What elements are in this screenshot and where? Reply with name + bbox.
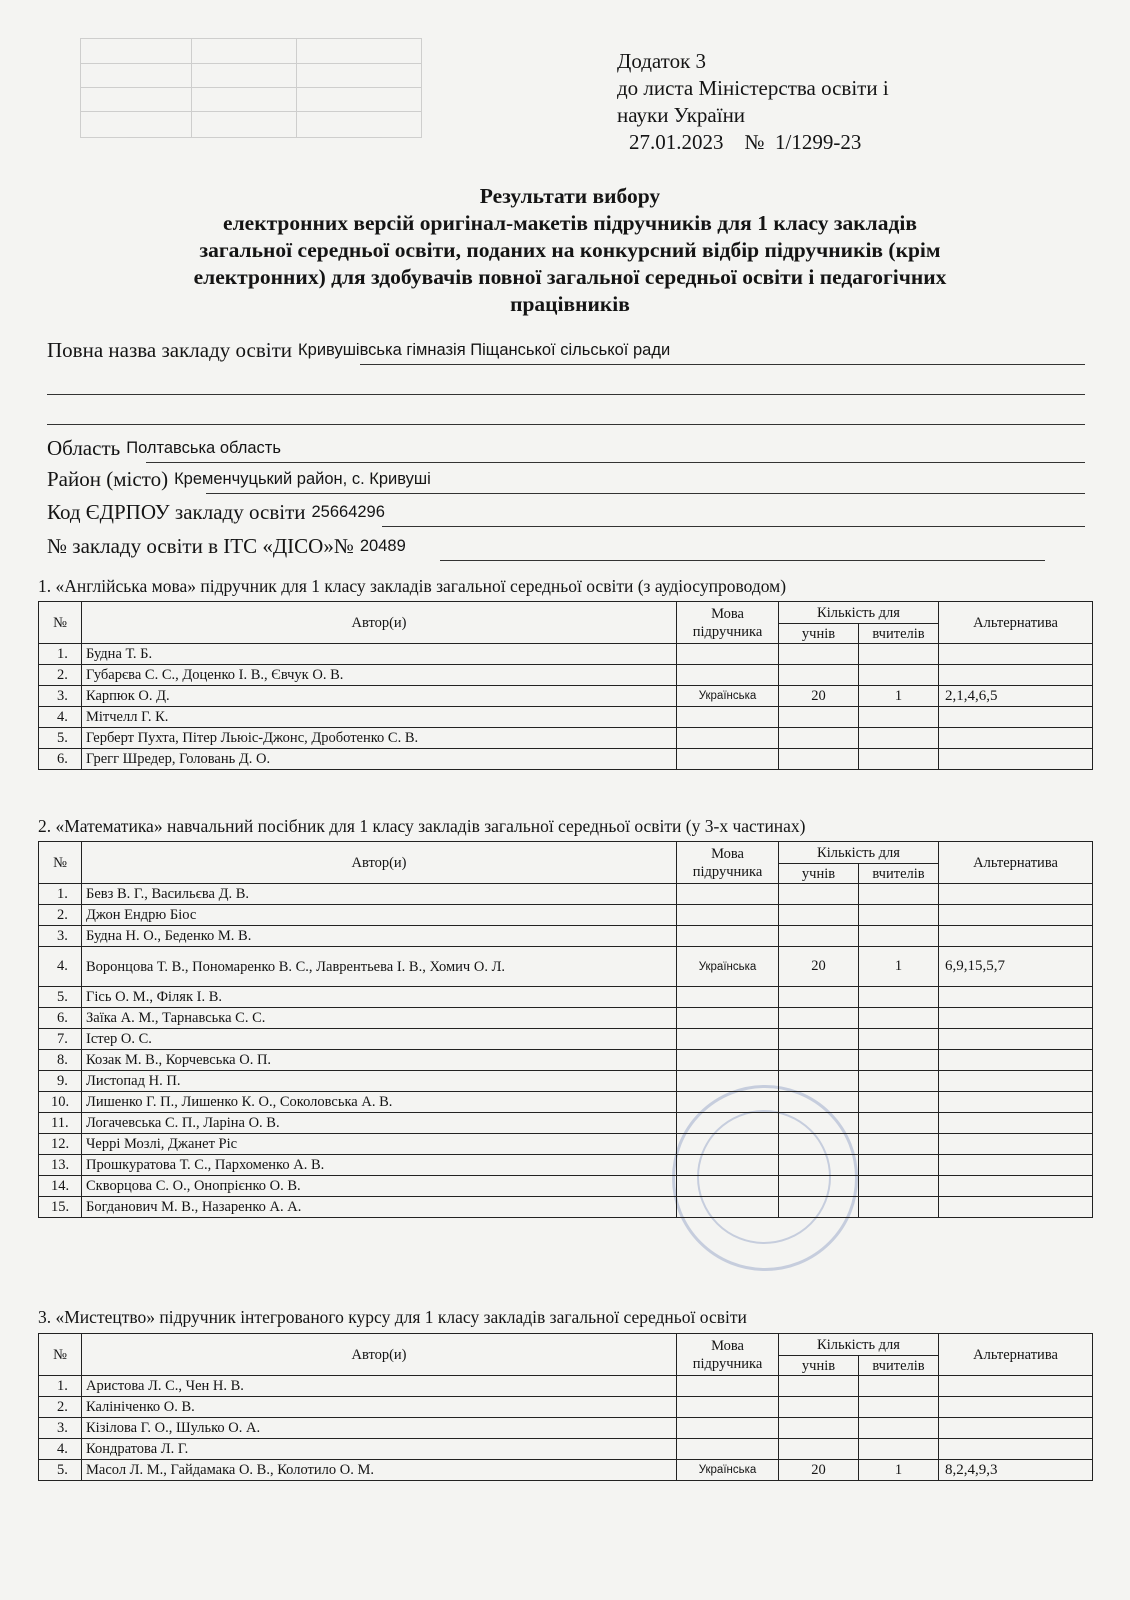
row-lang: Українська xyxy=(677,1460,779,1481)
underline-full-name-3 xyxy=(47,424,1085,425)
underline-region xyxy=(146,462,1085,463)
table-section-3 xyxy=(38,1333,1093,1481)
addendum-line-2: до листа Міністерства освіти і xyxy=(617,76,889,100)
row-teachers: 1 xyxy=(859,1460,939,1481)
row-author: Істер О. С. xyxy=(82,1029,677,1050)
header-lang xyxy=(677,1334,779,1376)
row-lang: Українська xyxy=(677,947,779,987)
row-author: Масол Л. М., Гайдамака О. В., Колотило О. М. xyxy=(82,1460,677,1481)
header-num: № xyxy=(39,602,82,644)
row-teachers: 1 xyxy=(859,947,939,987)
row-author: Лишенко Г. П., Лишенко К. О., Соколовська А. В. xyxy=(82,1092,677,1113)
underline-full-name xyxy=(360,364,1085,365)
table-row xyxy=(39,1197,1093,1218)
underline-edrpou xyxy=(382,526,1085,527)
row-num: 15. xyxy=(39,1197,82,1218)
field-region-label: Область xyxy=(47,436,121,460)
row-num: 6. xyxy=(39,749,82,770)
table-row xyxy=(39,1460,1093,1481)
table-row xyxy=(39,884,1093,905)
table-row xyxy=(39,1418,1093,1439)
row-teachers: 1 xyxy=(859,686,939,707)
row-num: 13. xyxy=(39,1155,82,1176)
header-lang-l1: Мова xyxy=(711,1337,744,1354)
field-its-value: 20489 xyxy=(359,537,406,555)
ghost-table-bleed xyxy=(80,38,422,138)
row-students: 20 xyxy=(779,947,859,987)
addendum-block xyxy=(617,48,889,156)
row-num: 1. xyxy=(39,644,82,665)
row-author: Калініченко О. В. xyxy=(82,1397,677,1418)
title-line-3: загальної середньої освіти, поданих на конкурсний відбір підручників (крім xyxy=(199,238,941,262)
header-num: № xyxy=(39,842,82,884)
table-row xyxy=(39,947,1093,987)
row-author: Кондратова Л. Г. xyxy=(82,1439,677,1460)
table-row xyxy=(39,1008,1093,1029)
title-line-4: електронних) для здобувачів повної загальної середньої освіти і педагогічних xyxy=(193,265,947,289)
row-author: Будна Н. О., Беденко М. В. xyxy=(82,926,677,947)
row-author: Листопад Н. П. xyxy=(82,1071,677,1092)
row-author: Аристова Л. С., Чен Н. В. xyxy=(82,1376,677,1397)
table-row xyxy=(39,1155,1093,1176)
row-num: 4. xyxy=(39,707,82,728)
field-district-label: Район (місто) xyxy=(47,467,169,491)
table-row xyxy=(39,1029,1093,1050)
row-author: Будна Т. Б. xyxy=(82,644,677,665)
row-num: 2. xyxy=(39,905,82,926)
field-full-name xyxy=(47,338,670,363)
row-author: Заїка А. М., Тарнавська С. С. xyxy=(82,1008,677,1029)
row-num: 9. xyxy=(39,1071,82,1092)
table-row xyxy=(39,1092,1093,1113)
row-author: Бевз В. Г., Васильєва Д. В. xyxy=(82,884,677,905)
header-qty: Кількість для xyxy=(779,842,939,864)
table-row xyxy=(39,987,1093,1008)
row-author: Кізілова Г. О., Шулько О. А. xyxy=(82,1418,677,1439)
field-region-value: Полтавська область xyxy=(126,439,281,457)
table-row xyxy=(39,926,1093,947)
row-lang: Українська xyxy=(677,686,779,707)
table-row xyxy=(39,1376,1093,1397)
field-full-name-value: Кривушівська гімназія Піщанської сільської ради xyxy=(298,341,671,359)
table-row xyxy=(39,749,1093,770)
row-num: 5. xyxy=(39,1460,82,1481)
row-num: 5. xyxy=(39,728,82,749)
underline-district xyxy=(206,493,1085,494)
addendum-line-1: Додаток 3 xyxy=(617,49,707,73)
row-author: Грегг Шредер, Головань Д. О. xyxy=(82,749,677,770)
header-lang xyxy=(677,602,779,644)
row-author: Джон Ендрю Біос xyxy=(82,905,677,926)
table-row xyxy=(39,1113,1093,1134)
row-alternative: 6,9,15,5,7 xyxy=(939,947,1093,987)
row-author: Воронцова Т. В., Пономаренко В. С., Лаврентьева І. В., Хомич О. Л. xyxy=(82,947,677,987)
row-num: 2. xyxy=(39,665,82,686)
row-num: 1. xyxy=(39,884,82,905)
header-alt: Альтернатива xyxy=(939,842,1093,884)
row-alternative: 2,1,4,6,5 xyxy=(939,686,1093,707)
row-author: Карпюк О. Д. xyxy=(82,686,677,707)
row-alternative: 8,2,4,9,3 xyxy=(939,1460,1093,1481)
row-num: 4. xyxy=(39,1439,82,1460)
row-author: Логачевська С. П., Ларіна О. В. xyxy=(82,1113,677,1134)
table-row xyxy=(39,707,1093,728)
underline-its xyxy=(440,560,1045,561)
row-num: 3. xyxy=(39,1418,82,1439)
row-num: 11. xyxy=(39,1113,82,1134)
table-row xyxy=(39,665,1093,686)
row-num: 14. xyxy=(39,1176,82,1197)
table-row xyxy=(39,644,1093,665)
row-num: 8. xyxy=(39,1050,82,1071)
row-author: Черрі Мозлі, Джанет Ріс xyxy=(82,1134,677,1155)
row-num: 3. xyxy=(39,926,82,947)
field-its-label: № закладу освіти в ІТС «ДІСО»№ xyxy=(47,534,354,558)
header-teachers: вчителів xyxy=(859,864,939,884)
table-row xyxy=(39,1176,1093,1197)
header-alt: Альтернатива xyxy=(939,602,1093,644)
field-district-value: Кременчуцький район, с. Кривуші xyxy=(174,470,431,488)
row-num: 5. xyxy=(39,987,82,1008)
section-2-title: 2. «Математика» навчальний посібник для 1 класу закладів загальної середньої освіти (у 3-х частинах) xyxy=(38,816,806,836)
addendum-date-number: 27.01.2023 № 1/1299-23 xyxy=(629,130,862,154)
row-num: 6. xyxy=(39,1008,82,1029)
header-num: № xyxy=(39,1334,82,1376)
header-qty: Кількість для xyxy=(779,602,939,624)
row-author: Козак М. В., Корчевська О. П. xyxy=(82,1050,677,1071)
document-title xyxy=(40,183,1100,318)
section-3-title: 3. «Мистецтво» підручник інтегрованого курсу для 1 класу закладів загальної середньої освіти xyxy=(38,1307,747,1327)
title-line-1: Результати вибору xyxy=(479,184,661,208)
section-1-title: 1. «Англійська мова» підручник для 1 класу закладів загальної середньої освіти (з аудіосупроводом) xyxy=(38,576,787,596)
row-num: 1. xyxy=(39,1376,82,1397)
header-students: учнів xyxy=(779,624,859,644)
header-teachers: вчителів xyxy=(859,1356,939,1376)
header-alt: Альтернатива xyxy=(939,1334,1093,1376)
field-edrpou xyxy=(47,500,385,525)
table-section-2 xyxy=(38,841,1093,1218)
addendum-line-3: науки України xyxy=(617,103,746,127)
table-row xyxy=(39,1397,1093,1418)
field-full-name-label: Повна назва закладу освіти xyxy=(47,338,293,362)
row-author: Мітчелл Г. К. xyxy=(82,707,677,728)
title-line-5: працівників xyxy=(510,292,630,316)
table-row xyxy=(39,1050,1093,1071)
header-students: учнів xyxy=(779,864,859,884)
row-num: 2. xyxy=(39,1397,82,1418)
header-lang-l2: підручника xyxy=(692,863,763,880)
field-edrpou-value: 25664296 xyxy=(311,503,385,521)
table-row xyxy=(39,728,1093,749)
table-row xyxy=(39,1439,1093,1460)
row-num: 3. xyxy=(39,686,82,707)
header-lang-l1: Мова xyxy=(711,605,744,622)
field-edrpou-label: Код ЄДРПОУ закладу освіти xyxy=(47,500,306,524)
table-row xyxy=(39,905,1093,926)
row-author: Прошкуратова Т. С., Пархоменко А. В. xyxy=(82,1155,677,1176)
row-author: Скворцова С. О., Онопрієнко О. В. xyxy=(82,1176,677,1197)
row-num: 7. xyxy=(39,1029,82,1050)
table-row xyxy=(39,686,1093,707)
underline-full-name-2 xyxy=(47,394,1085,395)
header-lang-l2: підручника xyxy=(692,1355,763,1372)
table-row xyxy=(39,1071,1093,1092)
header-author: Автор(и) xyxy=(82,842,677,884)
row-author: Губарєва С. С., Доценко І. В., Євчук О. В. xyxy=(82,665,677,686)
table-row xyxy=(39,1134,1093,1155)
header-teachers: вчителів xyxy=(859,624,939,644)
row-author: Герберт Пухта, Пітер Льюіс-Джонс, Дроботенко С. В. xyxy=(82,728,677,749)
header-lang-l1: Мова xyxy=(711,845,744,862)
row-students: 20 xyxy=(779,1460,859,1481)
title-line-2: електронних версій оригінал-макетів підручників для 1 класу закладів xyxy=(223,211,917,235)
header-qty: Кількість для xyxy=(779,1334,939,1356)
header-lang-l2: підручника xyxy=(692,623,763,640)
row-author: Богданович М. В., Назаренко А. А. xyxy=(82,1197,677,1218)
field-its xyxy=(47,534,406,559)
row-author: Гісь О. М., Філяк І. В. xyxy=(82,987,677,1008)
field-district xyxy=(47,467,431,492)
row-num: 10. xyxy=(39,1092,82,1113)
header-students: учнів xyxy=(779,1356,859,1376)
table-section-1 xyxy=(38,601,1093,770)
header-author: Автор(и) xyxy=(82,602,677,644)
header-lang xyxy=(677,842,779,884)
field-region xyxy=(47,436,281,461)
row-num: 12. xyxy=(39,1134,82,1155)
row-students: 20 xyxy=(779,686,859,707)
row-num: 4. xyxy=(39,947,82,987)
header-author: Автор(и) xyxy=(82,1334,677,1376)
